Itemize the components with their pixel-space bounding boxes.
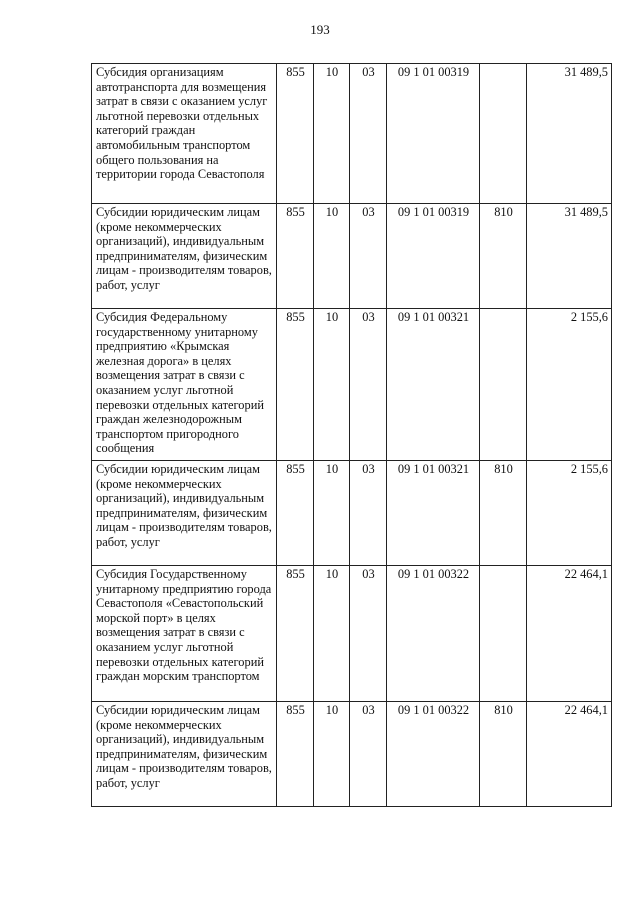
cell-expense-type: 810 (480, 702, 527, 807)
cell-code: 855 (277, 461, 314, 566)
cell-amount: 22 464,1 (527, 566, 612, 702)
cell-code: 855 (277, 566, 314, 702)
cell-subsection: 03 (350, 204, 387, 309)
cell-name: Субсидия организациям автотранспорта для возмещения затрат в связи с оказанием услуг льготной перевозки отдельных категорий граждан автомобильным транспортом общего пользования на территории города Севастополя (92, 64, 277, 204)
cell-name: Субсидии юридическим лицам (кроме некоммерческих организаций), индивидуальным предпринимателям, физическим лицам - производителям товаров, работ, услуг (92, 702, 277, 807)
cell-code: 855 (277, 309, 314, 461)
table-row (92, 702, 612, 807)
cell-section: 10 (314, 566, 350, 702)
table-row (92, 64, 612, 204)
cell-section: 10 (314, 64, 350, 204)
cell-section: 10 (314, 461, 350, 566)
table-row (92, 309, 612, 461)
cell-section: 10 (314, 309, 350, 461)
budget-table (91, 63, 612, 807)
cell-subsection: 03 (350, 702, 387, 807)
cell-name: Субсидия Государственному унитарному предприятию города Севастополя «Севастопольский морской порт» в целях возмещения затрат в связи с оказанием услуг льготной перевозки отдельных категорий граждан морским транспортом (92, 566, 277, 702)
cell-name: Субсидии юридическим лицам (кроме некоммерческих организаций), индивидуальным предпринимателям, физическим лицам - производителям товаров, работ, услуг (92, 204, 277, 309)
cell-target: 09 1 01 00322 (387, 566, 480, 702)
cell-amount: 2 155,6 (527, 461, 612, 566)
cell-code: 855 (277, 64, 314, 204)
cell-subsection: 03 (350, 461, 387, 566)
cell-target: 09 1 01 00321 (387, 461, 480, 566)
table-row (92, 461, 612, 566)
cell-subsection: 03 (350, 64, 387, 204)
cell-amount: 31 489,5 (527, 204, 612, 309)
cell-name: Субсидия Федеральному государственному унитарному предприятию «Крымская железная дорога» в целях возмещения затрат в связи с оказанием услуг льготной перевозки отдельных категорий граждан железнодорожным транспортом пригородного сообщения (92, 309, 277, 461)
cell-target: 09 1 01 00321 (387, 309, 480, 461)
cell-expense-type (480, 566, 527, 702)
page-number: 193 (310, 22, 330, 37)
cell-target: 09 1 01 00322 (387, 702, 480, 807)
cell-expense-type: 810 (480, 204, 527, 309)
cell-target: 09 1 01 00319 (387, 64, 480, 204)
cell-section: 10 (314, 702, 350, 807)
cell-target: 09 1 01 00319 (387, 204, 480, 309)
cell-section: 10 (314, 204, 350, 309)
cell-amount: 22 464,1 (527, 702, 612, 807)
table-row (92, 204, 612, 309)
cell-amount: 31 489,5 (527, 64, 612, 204)
cell-subsection: 03 (350, 566, 387, 702)
cell-amount: 2 155,6 (527, 309, 612, 461)
cell-expense-type (480, 64, 527, 204)
cell-code: 855 (277, 204, 314, 309)
cell-subsection: 03 (350, 309, 387, 461)
cell-expense-type: 810 (480, 461, 527, 566)
table-row (92, 566, 612, 702)
cell-name: Субсидии юридическим лицам (кроме некоммерческих организаций), индивидуальным предпринимателям, физическим лицам - производителям товаров, работ, услуг (92, 461, 277, 566)
cell-code: 855 (277, 702, 314, 807)
cell-expense-type (480, 309, 527, 461)
